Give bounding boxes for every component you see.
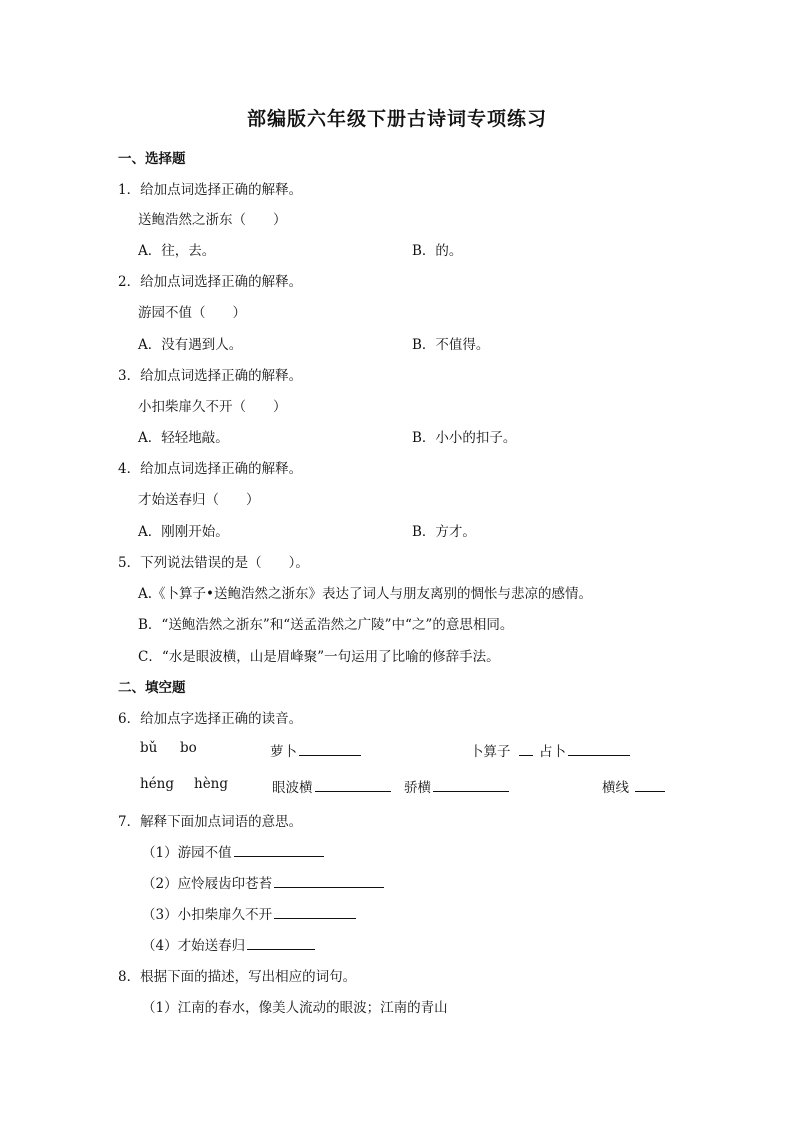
word-jiaoheng: 骄横: [404, 776, 509, 796]
pinyin-heng4: hèng: [194, 776, 229, 792]
question-2-phrase: 游园不值（ ）: [138, 305, 246, 321]
question-4-option-b: B．方才。: [412, 524, 476, 540]
word-busuanzi: 卜算子: [470, 740, 533, 760]
answer-blank[interactable]: [315, 777, 391, 792]
question-1-option-a: A．往，去。: [138, 243, 216, 259]
question-4-phrase: 才始送春归（ ）: [138, 492, 260, 508]
question-3-stem: 3．给加点词选择正确的解释。: [118, 368, 303, 384]
answer-blank[interactable]: [635, 777, 665, 792]
word-hengxian: 横线: [602, 776, 665, 796]
question-2-stem: 2．给加点词选择正确的解释。: [118, 274, 303, 290]
question-7-stem: 7．解释下面加点词语的意思。: [118, 814, 303, 830]
question-2-option-a: A．没有遇到人。: [138, 337, 243, 353]
question-1-stem: 1．给加点词选择正确的解释。: [118, 182, 303, 198]
answer-blank[interactable]: [433, 777, 509, 792]
question-7-item-1: （1）游园不值: [142, 841, 324, 861]
answer-blank[interactable]: [519, 741, 533, 756]
question-1-option-b: B．的。: [412, 243, 463, 259]
question-1-phrase: 送鲍浩然之浙东（ ）: [138, 212, 287, 228]
pinyin-bu3: bǔ: [140, 740, 158, 756]
word-zhanbu: 占卜: [539, 740, 630, 760]
question-3-option-b: B．小小的扣子。: [412, 430, 517, 446]
question-3-phrase: 小扣柴扉久不开（ ）: [138, 399, 287, 415]
answer-blank[interactable]: [234, 842, 324, 857]
question-7-item-3: （3）小扣柴扉久不开: [142, 903, 356, 923]
answer-blank[interactable]: [274, 873, 384, 888]
word-luobo: 萝卜: [270, 740, 361, 760]
word-yanboheng: 眼波横: [272, 776, 391, 796]
question-7-item-2: （2）应怜屐齿印苍苔: [142, 872, 384, 892]
answer-blank[interactable]: [299, 741, 361, 756]
question-5-stem: 5．下列说法错误的是（ ）。: [118, 555, 309, 571]
section-heading-choice: 一、选择题: [118, 151, 186, 167]
pinyin-heng2: héng: [140, 776, 175, 792]
question-5-option-a: A.《卜算子•送鲍浩然之浙东》表达了词人与朋友离别的惆怅与悲凉的感情。: [138, 586, 593, 602]
answer-blank[interactable]: [274, 904, 356, 919]
page-title: 部编版六年级下册古诗词专项练习: [246, 108, 547, 130]
question-8-stem: 8．根据下面的描述，写出相应的词句。: [118, 969, 357, 985]
section-heading-fill: 二、填空题: [118, 680, 186, 696]
answer-blank[interactable]: [568, 741, 630, 756]
question-6-stem: 6．给加点字选择正确的读音。: [118, 711, 303, 727]
answer-blank[interactable]: [247, 935, 315, 950]
question-8-item-1: （1）江南的春水，像美人流动的眼波；江南的青山: [142, 1000, 448, 1016]
question-4-option-a: A．刚刚开始。: [138, 524, 229, 540]
pinyin-bo: bo: [180, 740, 197, 756]
question-5-option-b: B．“送鲍浩然之浙东”和“送孟浩然之广陵”中“之”的意思相同。: [138, 617, 514, 633]
question-5-option-c: C．“水是眼波横，山是眉峰聚”一句运用了比喻的修辞手法。: [138, 649, 500, 665]
question-3-option-a: A．轻轻地敲。: [138, 430, 229, 446]
question-7-item-4: （4）才始送春归: [142, 934, 315, 954]
question-2-option-b: B．不值得。: [412, 337, 490, 353]
question-4-stem: 4．给加点词选择正确的解释。: [118, 461, 303, 477]
